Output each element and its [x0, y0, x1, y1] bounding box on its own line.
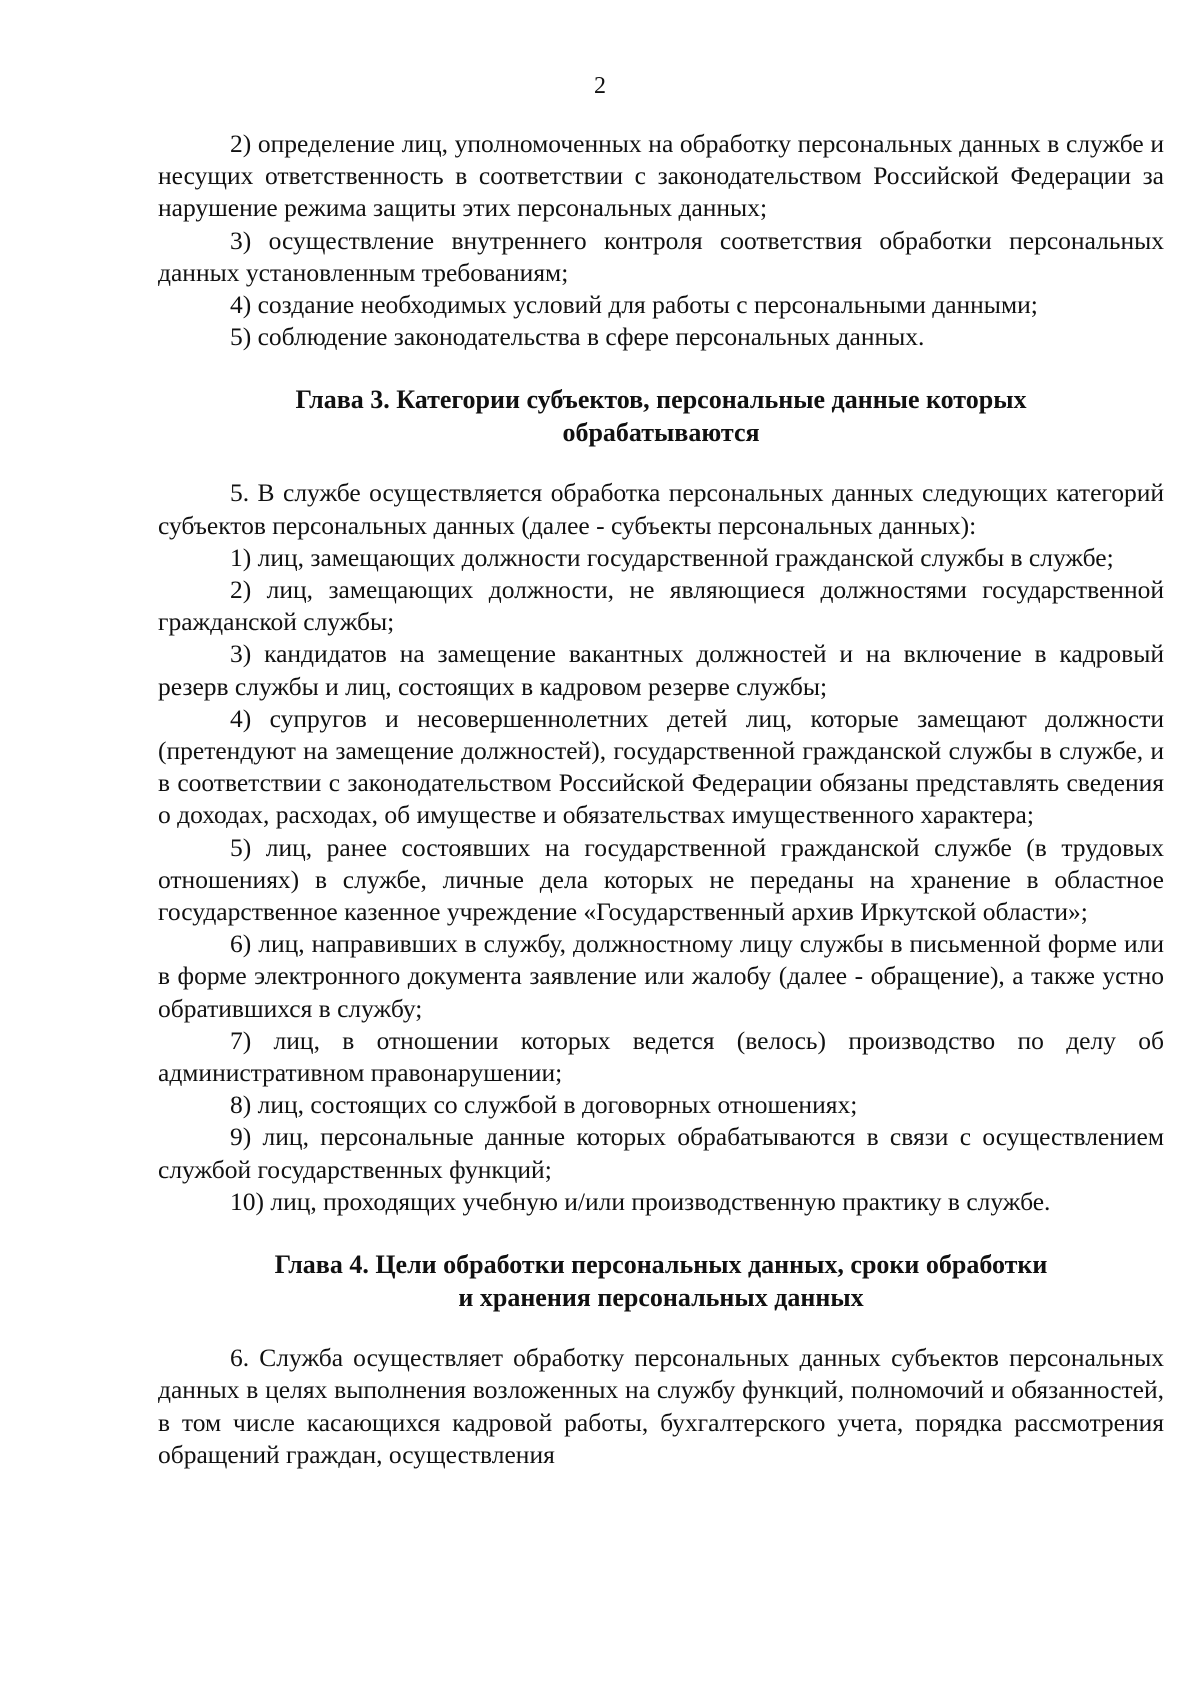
- list-item-8: 8) лиц, состоящих со службой в договорных отношениях;: [230, 1090, 858, 1120]
- chapter-4-heading-line-1: Глава 4. Цели обработки персональных данных, сроки обработки: [274, 1250, 1048, 1280]
- chapter-3-heading-line-1: Глава 3. Категории субъектов, персональные данные которых: [295, 385, 1027, 415]
- chapter-4-heading-line-2: и хранения персональных данных: [458, 1283, 864, 1313]
- list-item-5: 5) лиц, ранее состоявших на государственной гражданской службе (в трудовых отношениях) в службе, личные дела которых не переданы на хранение в областное государственное казенное учреждение «Государственный архив Иркутской области»;: [158, 832, 1164, 927]
- paragraph-item-4: 4) создание необходимых условий для работы с персональными данными;: [230, 290, 1038, 320]
- list-item-9: 9) лиц, персональные данные которых обрабатываются в связи с осуществлением службой государственных функций;: [158, 1122, 1164, 1184]
- list-item-4: 4) супругов и несовершеннолетних детей лиц, которые замещают должности (претендуют на замещение должностей), государственной гражданской службы в службе, и в соответствии с законодательством Российской Федерации обязаны представлять сведения о доходах, расходах, об имуществе и обязательствах имущественного характера;: [158, 703, 1164, 830]
- list-item-10: 10) лиц, проходящих учебную и/или производственную практику в службе.: [230, 1186, 1051, 1216]
- chapter-3-heading-line-2: обрабатываются: [562, 418, 760, 448]
- paragraph-item-3: 3) осуществление внутреннего контроля соответствия обработки персональных данных установленным требованиям;: [158, 225, 1164, 287]
- list-item-2: 2) лиц, замещающих должности, не являющиеся должностями государственной гражданской службы;: [158, 575, 1164, 637]
- chapter-3-heading: [158, 383, 1164, 449]
- list-item-6: 6) лиц, направивших в службу, должностному лицу службы в письменной форме или в форме электронного документа заявление или жалобу (далее - обращение), а также устно обратившихся в службу;: [158, 929, 1164, 1023]
- paragraph-item-2: 2) определение лиц, уполномоченных на обработку персональных данных в службе и несущих ответственность в соответствии с законодательством Российской Федерации за нарушение режима защиты этих персональных данных;: [158, 129, 1164, 223]
- document-body: [158, 128, 1164, 1471]
- page-number: 2: [594, 73, 606, 99]
- paragraph-item-5: 5) соблюдение законодательства в сфере персональных данных.: [230, 322, 925, 352]
- chapter-4-heading: [158, 1248, 1164, 1314]
- paragraph-6: 6. Служба осуществляет обработку персональных данных субъектов персональных данных в целях выполнения возложенных на службу функций, полномочий и обязанностей, в том числе касающихся кадровой работы, бухгалтерского учета, порядка рассмотрения обращений граждан, осуществления: [158, 1343, 1164, 1469]
- paragraph-5-intro: 5. В службе осуществляется обработка персональных данных следующих категорий субъектов персональных данных (далее - субъекты персональных данных):: [158, 478, 1164, 540]
- list-item-1: 1) лиц, замещающих должности государственной гражданской службы в службе;: [230, 542, 1114, 572]
- list-item-3: 3) кандидатов на замещение вакантных должностей и на включение в кадровый резерв службы и лиц, состоящих в кадровом резерве службы;: [158, 639, 1164, 701]
- list-item-7: 7) лиц, в отношении которых ведется (велось) производство по делу об административном правонарушении;: [158, 1025, 1164, 1088]
